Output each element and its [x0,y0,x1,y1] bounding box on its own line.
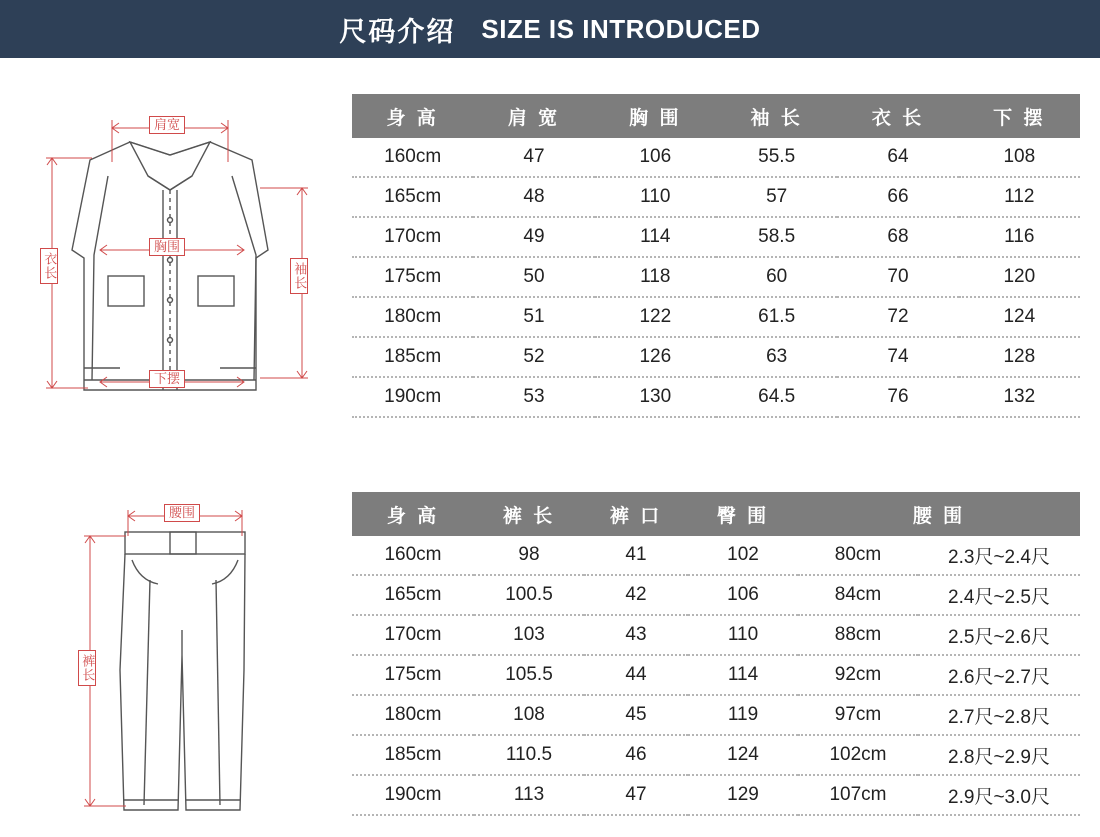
cell: 44 [584,655,688,695]
cell: 2.5尺~2.6尺 [918,615,1080,655]
table-row [352,536,1080,575]
cell: 45 [584,695,688,735]
cell: 70 [837,257,958,297]
cell: 51 [473,297,594,337]
cell: 53 [473,377,594,417]
cell: 110 [688,615,798,655]
cell: 128 [959,337,1080,377]
cell: 108 [474,695,584,735]
cell: 61.5 [716,297,837,337]
table-row [352,575,1080,615]
cell: 165cm [352,575,474,615]
cell: 76 [837,377,958,417]
cell: 124 [959,297,1080,337]
cell: 175cm [352,655,474,695]
page-title-en: SIZE IS INTRODUCED [481,13,761,44]
cell: 2.9尺~3.0尺 [918,775,1080,815]
cell: 98 [474,536,584,575]
cell: 57 [716,177,837,217]
cell: 114 [595,217,716,257]
cell: 180cm [352,695,474,735]
cell: 116 [959,217,1080,257]
table-row [352,177,1080,217]
table-row [352,297,1080,337]
cell: 43 [584,615,688,655]
cell: 170cm [352,615,474,655]
jacket-label-length: 衣长 [40,248,58,284]
cell: 58.5 [716,217,837,257]
table-row [352,615,1080,655]
pants-size-table-wrap [352,492,1080,816]
cell: 92cm [798,655,918,695]
jacket-label-sleeve: 袖长 [290,258,308,294]
col-header-chest: 胸 围 [595,94,716,138]
table-row [352,257,1080,297]
col-header-hem: 下 摆 [959,94,1080,138]
cell: 52 [473,337,594,377]
cell: 185cm [352,337,473,377]
cell: 42 [584,575,688,615]
table-row [352,775,1080,815]
table-row [352,337,1080,377]
cell: 126 [595,337,716,377]
cell: 2.7尺~2.8尺 [918,695,1080,735]
cell: 64 [837,138,958,177]
jacket-size-table-wrap [352,94,1080,418]
cell: 110.5 [474,735,584,775]
col-header-sleeve: 袖 长 [716,94,837,138]
jacket-label-shoulder: 肩宽 [149,116,185,134]
jacket-size-table [352,94,1080,418]
cell: 170cm [352,217,473,257]
cell: 46 [584,735,688,775]
col-header-hip: 臀 围 [688,492,798,536]
page-header [0,0,1100,58]
cell: 160cm [352,138,473,177]
cell: 106 [688,575,798,615]
pants-illustration [20,470,340,830]
page-title-cn: 尺码介绍 [339,16,456,47]
cell: 80cm [798,536,918,575]
cell: 118 [595,257,716,297]
cell: 50 [473,257,594,297]
cell: 119 [688,695,798,735]
cell: 106 [595,138,716,177]
cell: 112 [959,177,1080,217]
col-header-pant-opening: 裤 口 [584,492,688,536]
cell: 102 [688,536,798,575]
col-header-shoulder: 肩 宽 [473,94,594,138]
cell: 129 [688,775,798,815]
cell: 2.4尺~2.5尺 [918,575,1080,615]
cell: 108 [959,138,1080,177]
cell: 55.5 [716,138,837,177]
cell: 165cm [352,177,473,217]
table-row [352,695,1080,735]
pants-size-table [352,492,1080,816]
col-header-waist: 腰 围 [798,492,1080,536]
cell: 130 [595,377,716,417]
col-header-height: 身 高 [352,492,474,536]
cell: 2.8尺~2.9尺 [918,735,1080,775]
cell: 47 [473,138,594,177]
table-row [352,655,1080,695]
cell: 180cm [352,297,473,337]
pants-label-length: 裤长 [78,650,96,686]
cell: 114 [688,655,798,695]
cell: 124 [688,735,798,775]
cell: 49 [473,217,594,257]
cell: 132 [959,377,1080,417]
table-row [352,217,1080,257]
cell: 122 [595,297,716,337]
cell: 64.5 [716,377,837,417]
cell: 48 [473,177,594,217]
table-header-row [352,492,1080,536]
col-header-height: 身 高 [352,94,473,138]
jacket-label-chest: 胸围 [149,238,185,256]
cell: 68 [837,217,958,257]
table-row [352,735,1080,775]
cell: 97cm [798,695,918,735]
cell: 84cm [798,575,918,615]
cell: 113 [474,775,584,815]
cell: 102cm [798,735,918,775]
cell: 190cm [352,775,474,815]
cell: 190cm [352,377,473,417]
table-row [352,138,1080,177]
cell: 41 [584,536,688,575]
pants-figure [20,470,340,830]
cell: 88cm [798,615,918,655]
cell: 60 [716,257,837,297]
cell: 63 [716,337,837,377]
cell: 110 [595,177,716,217]
cell: 2.6尺~2.7尺 [918,655,1080,695]
pants-label-waist: 腰围 [164,504,200,522]
cell: 2.3尺~2.4尺 [918,536,1080,575]
col-header-pant-length: 裤 长 [474,492,584,536]
cell: 185cm [352,735,474,775]
col-header-length: 衣 长 [837,94,958,138]
cell: 105.5 [474,655,584,695]
jacket-label-hem: 下摆 [149,370,185,388]
cell: 103 [474,615,584,655]
cell: 100.5 [474,575,584,615]
cell: 120 [959,257,1080,297]
cell: 47 [584,775,688,815]
cell: 66 [837,177,958,217]
cell: 160cm [352,536,474,575]
cell: 175cm [352,257,473,297]
cell: 72 [837,297,958,337]
table-header-row [352,94,1080,138]
jacket-figure [20,80,340,430]
cell: 107cm [798,775,918,815]
cell: 74 [837,337,958,377]
table-row [352,377,1080,417]
